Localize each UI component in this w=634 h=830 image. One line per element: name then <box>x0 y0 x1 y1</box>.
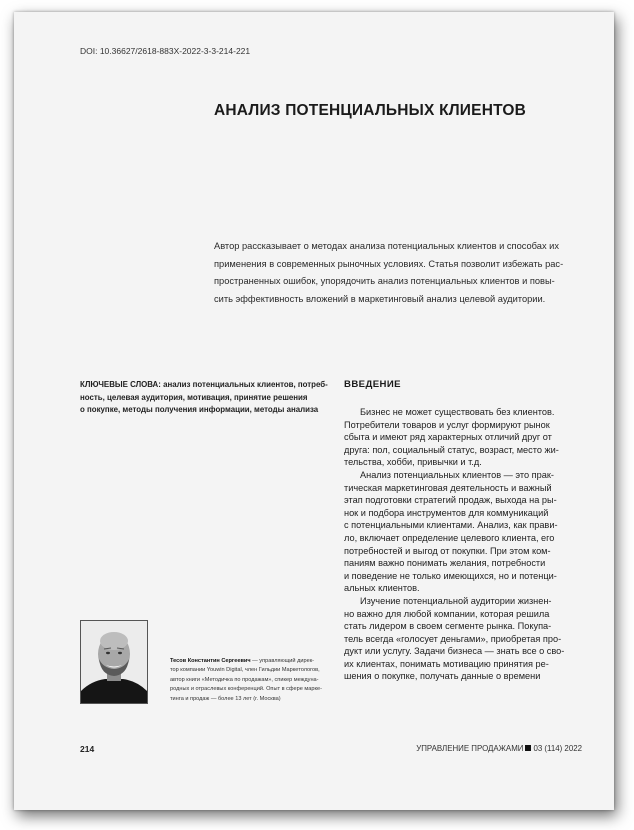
section-heading: ВВЕДЕНИЕ <box>344 379 401 390</box>
body-line: паниям важно понимать желания, потребности <box>344 558 546 569</box>
author-bio-line: — управляющий дирек- <box>250 658 315 664</box>
author-bio-line: тор компании Youwin Digital, член Гильдии Маркетологов, <box>170 667 320 674</box>
doi-line: DOI: 10.36627/2618-883X-2022-3-3-214-221 <box>80 46 251 56</box>
issue-number: 03 (114) 2022 <box>533 744 582 753</box>
body-line: с потенциальными клиентами. Анализ, как прави- <box>344 520 558 531</box>
author-bio-line: тинга и продаж — более 13 лет (г. Москва) <box>170 695 281 702</box>
author-bio-line: родных и отраслевых конференций. Опыт в сфере марке- <box>170 686 322 693</box>
body-line: дукт или услугу. Задачи бизнеса — знать все о сво- <box>344 646 565 657</box>
body-line: Анализ потенциальных клиентов — это прак- <box>360 469 554 480</box>
journal-name: УПРАВЛЕНИЕ ПРОДАЖАМИ <box>416 744 524 753</box>
abstract-line: пространенных ошибок, упорядочить анализ потенциальных клиентов и повы- <box>214 276 555 287</box>
abstract <box>214 238 596 308</box>
body-line: сбыта и имеют ряд характерных отличий друг от <box>344 432 552 443</box>
body-line: Бизнес не может существовать без клиентов. <box>360 407 555 417</box>
abstract-line: сить эффективность вложений в маркетинговый анализ целевой аудитории. <box>214 293 546 304</box>
body-line: шения о покупке, получать данные о времени <box>344 671 541 682</box>
body-line: стать лидером в своем сегменте рынка. Покупа- <box>344 621 552 632</box>
body-line: тельства, хобби, привычки и т.д. <box>344 457 482 468</box>
body-line: нок и подбора инструментов для коммуникаций <box>344 507 549 518</box>
author-photo <box>80 620 148 704</box>
body-line: тель всегда «голосует деньгами», приобретая про- <box>344 633 562 644</box>
author-name: Тесов Константин Сергеевич <box>170 658 251 664</box>
keywords-line: о покупке, методы получения информации, методы анализа <box>80 405 319 415</box>
body-line: ло, включает определение целевого клиента, его <box>344 532 555 543</box>
body-line: и поведение не только имеющихся, но и потенци- <box>344 570 557 581</box>
body-line: этап подготовки стратегий продаж, выхода на ры- <box>344 495 557 506</box>
running-footer <box>416 744 582 753</box>
body-line: потребностей и выгод от покупки. При этом ком- <box>344 545 551 556</box>
body-line: тическая маркетинговая деятельность и важный <box>344 482 552 493</box>
square-separator-icon <box>525 745 531 751</box>
keywords <box>80 379 330 417</box>
abstract-line: Автор рассказывает о методах анализа потенциальных клиентов и способах их <box>214 241 560 251</box>
body-line: но важно для любой компании, которая решила <box>344 608 550 619</box>
page-number: 214 <box>80 744 95 754</box>
body-line: Изучение потенциальной аудитории жизнен- <box>360 595 552 606</box>
body-line: их клиентах, понимать мотивацию принятия ре- <box>344 658 549 669</box>
keywords-line: ность, целевая аудитория, мотивация, принятие решения <box>80 392 308 402</box>
article-title: АНАЛИЗ ПОТЕНЦИАЛЬНЫХ КЛИЕНТОВ <box>214 102 527 119</box>
author-bio <box>170 657 330 704</box>
body-text <box>344 406 594 683</box>
author-bio-line: автор книги «Методичка по продажам», спикер междуна- <box>170 676 319 683</box>
body-line: Потребители товаров и услуг формируют рынок <box>344 419 550 430</box>
keywords-line: КЛЮЧЕВЫЕ СЛОВА: анализ потенциальных клиентов, потреб- <box>80 380 328 389</box>
body-line: друга: пол, социальный статус, возраст, место жи- <box>344 444 559 455</box>
abstract-line: применения в современных рыночных условиях. Статья позволит избежать рас- <box>214 258 564 269</box>
body-line: альных клиентов. <box>344 583 420 594</box>
journal-page <box>14 12 614 810</box>
